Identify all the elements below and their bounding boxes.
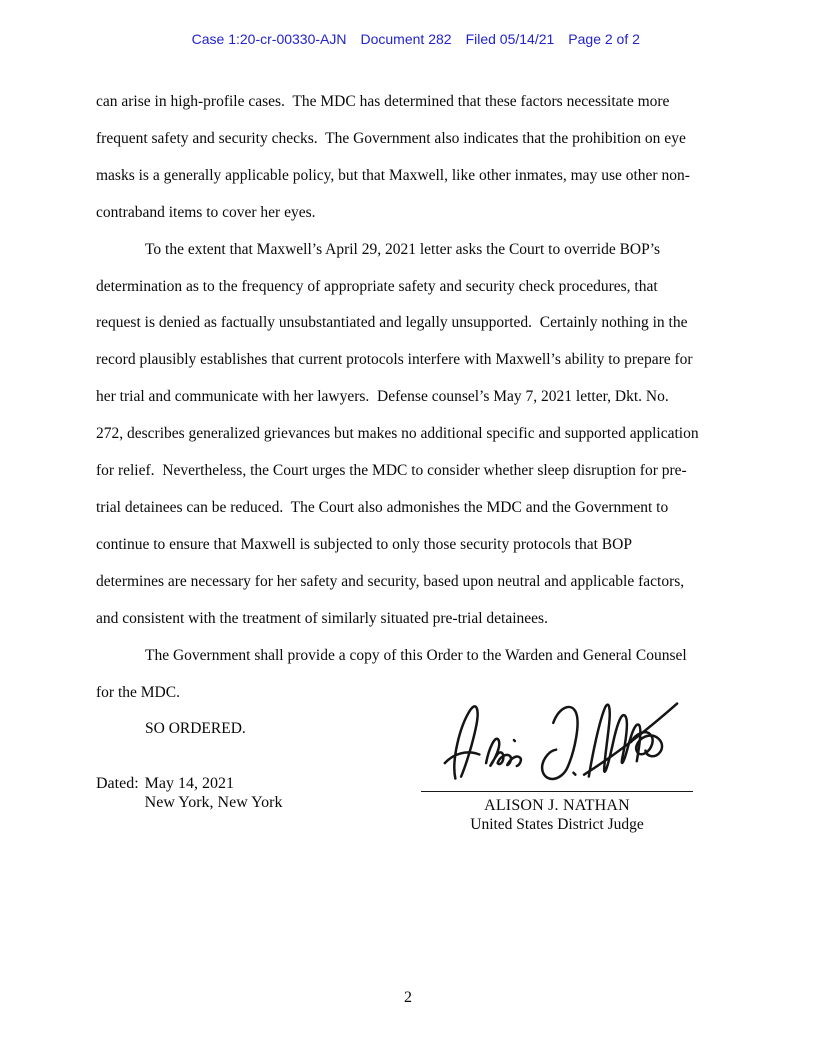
handwritten-signature-icon <box>440 694 680 790</box>
body-line: frequent safety and security checks. The Government also indicates that the prohibition on eye <box>96 129 686 147</box>
paragraph <box>96 232 726 638</box>
body-line: The Government shall provide a copy of this Order to the Warden and General Counsel <box>145 646 687 664</box>
header-filed-date: Filed 05/14/21 <box>465 31 555 47</box>
so-ordered-line: SO ORDERED. <box>145 720 246 738</box>
signer-name: ALISON J. NATHAN <box>484 797 630 814</box>
body-line: To the extent that Maxwell’s April 29, 2021 letter asks the Court to override BOP’s <box>145 240 661 258</box>
body-line: 272, describes generalized grievances but makes no additional specific and supported application <box>96 425 699 443</box>
body-line: for the MDC. <box>96 683 180 701</box>
dated-block <box>96 775 282 812</box>
body-line: and consistent with the treatment of similarly situated pre-trial detainees. <box>96 609 548 627</box>
signer-title: United States District Judge <box>470 816 644 833</box>
date-line: May 14, 2021 <box>144 775 234 792</box>
body-line: continue to ensure that Maxwell is subjected to only those security protocols that BOP <box>96 535 632 553</box>
header-case-number: Case 1:20-cr-00330-AJN <box>191 31 347 47</box>
body-line: record plausibly establishes that current protocols interfere with Maxwell’s ability to prepare for <box>96 351 693 369</box>
page-number: 2 <box>404 989 412 1006</box>
dated-label: Dated: <box>96 775 139 792</box>
case-header <box>0 15 816 63</box>
header-page-count: Page 2 of 2 <box>568 31 640 47</box>
body-line: trial detainees can be reduced. The Court also admonishes the MDC and the Government to <box>96 498 669 516</box>
body-line: determines are necessary for her safety and security, based upon neutral and applicable factors, <box>96 572 685 590</box>
body-line: masks is a generally applicable policy, but that Maxwell, like other inmates, may use other non- <box>96 166 690 184</box>
header-document-number: Document 282 <box>360 31 452 47</box>
date-place-column <box>145 775 283 812</box>
place-line: New York, New York <box>144 793 283 811</box>
body-line: for relief. Nevertheless, the Court urges the MDC to consider whether sleep disruption for pre- <box>96 462 687 480</box>
order-body <box>96 84 726 748</box>
paragraph <box>96 84 726 232</box>
signature-block <box>421 791 693 834</box>
body-line: can arise in high-profile cases. The MDC has determined that these factors necessitate more <box>96 93 670 110</box>
body-line: determination as to the frequency of appropriate safety and security check procedures, that <box>96 277 658 295</box>
body-line: request is denied as factually unsubstantiated and legally unsupported. Certainly nothing in the <box>96 314 688 332</box>
body-line: contraband items to cover her eyes. <box>96 203 316 221</box>
body-line: her trial and communicate with her lawyers. Defense counsel’s May 7, 2021 letter, Dkt. No. <box>96 388 669 406</box>
